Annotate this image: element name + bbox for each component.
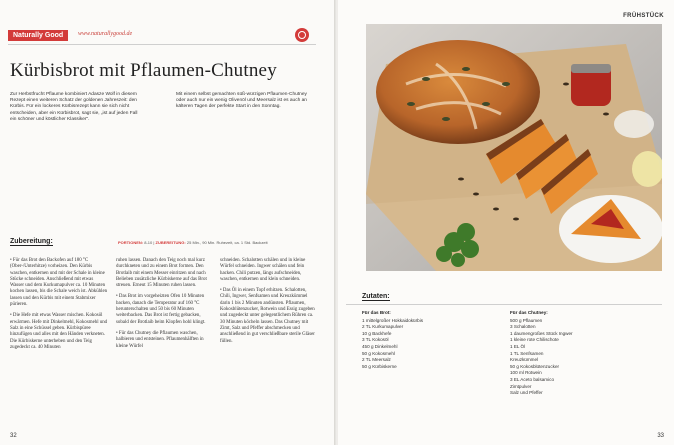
ingredient-item: 50 g Kokosblütenzucker	[510, 363, 560, 369]
step-paragraph: • Das Öl in einem Topf erhitzen. Schalotten, Chili, Ingwer, Senfsamen und Kreuzkümmel darin 1 bis 2 Minuten andünsten. Pflaumen, Kokosblütenzucker, Rotwein und Essig zugeben und zugedeckt unter gelegentlichem Rühren ca. 30 Minuten köcheln lassen. Das Chutney mit Zimt, Salz und Pfeffer abschmecken und anschließend in gut verschließbare sterile Gläser füllen.	[220, 288, 315, 344]
ingredient-item: 50 g Kürbiskerne	[362, 363, 397, 369]
ingredient-item: Salz und Pfeffer	[510, 390, 543, 396]
intro-paragraph-2: Mit einem selbst gemachten süß-würzigen Pflaumen-Chutney oder auch nur ein wenig Olivenöl und Meersalz ist es auch an kälteren Tagen der perfekte Start in den Sonntag.	[176, 92, 307, 110]
step-paragraph: ruhen lassen. Danach den Teig noch mal kurz durchkneten und zu einem Brot formen. Den Brotlaib mit einem Messer einritzen und nach Belieben zusätzliche Kürbiskerne auf das Brot streuen. Erneut 15 Minuten ruhen lassen.	[116, 258, 207, 289]
ingredient-item: 10 g Backhefe	[362, 330, 392, 336]
ingredient-item: Kreuzkümmel	[510, 357, 539, 363]
header-rule	[8, 44, 316, 45]
portions-label: PORTIONEN:	[118, 240, 144, 245]
ingredient-item: 1 kleine rote Chilischote	[510, 337, 559, 343]
ingredients-rule	[346, 304, 662, 305]
step-paragraph: • Das Brot im vorgeheizten Ofen 10 Minuten backen, danach die Temperatur auf 160 °C herunterschalten und 50 bis 60 Minuten weiterbacken. Das Brot ist fertig gebacken, sobald der Brotlaib beim Klopfen hohl klingt.	[116, 294, 206, 325]
ingredient-item: 2 TL Meersalz	[362, 357, 391, 363]
bread-photo-illustration	[366, 24, 662, 271]
ingredients-heading: Zutaten:	[362, 293, 390, 300]
steps-column-1	[10, 258, 108, 356]
ingredient-item: 3 EL Aceto balsamico	[510, 376, 555, 382]
step-paragraph: • Für das Chutney die Pflaumen waschen, halbieren und entsteinen. Pflaumenhälften in kleine Würfel	[116, 330, 204, 349]
portions-line	[118, 240, 268, 245]
ingredient-item: 1 daumengroßes Stück Ingwer	[510, 330, 573, 336]
time-label: ZUBEREITUNG:	[155, 240, 186, 245]
steps-column-2	[116, 258, 214, 355]
ingredient-item: 500 g Pflaumen	[510, 317, 543, 323]
page-number-right: 33	[657, 433, 664, 439]
step-paragraph: • Für das Brot den Backofen auf 180 °C (Ober-/Unterhitze) vorheizen. Den Kürbis waschen, entkernen und mit der Schale in kleine Stücke schneiden. Anschließend mit etwas Wasser und dem Kurkumapulver ca. 10 Minuten kochen lassen, bis die Schale weich ist. Abkühlen lassen und den Kürbis mit einem Stabmixer pürieren.	[10, 258, 108, 308]
ingredient-item: 1 TL Senfsamen	[510, 350, 544, 356]
ingredients-chutney	[510, 310, 645, 397]
section-kicker: FRÜHSTÜCK	[623, 13, 664, 19]
ingredient-item: 100 ml Rotwein	[510, 370, 542, 376]
right-page	[338, 0, 674, 445]
steps-column-3	[220, 258, 318, 350]
bread-heading: Für das Brot:	[362, 310, 391, 315]
left-page	[0, 0, 336, 445]
ingredient-item: 3 TL Kokosöl	[362, 337, 389, 343]
chutney-heading: Für das Chutney:	[510, 310, 548, 315]
recipe-photo	[366, 24, 662, 271]
ingredient-item: 450 g Dinkelmehl	[362, 343, 398, 349]
recipe-title: Kürbisbrot mit Pflaumen-Chutney	[10, 60, 277, 81]
intro-paragraph-1: Zur Herbstfrucht Pflaume kombiniert Adasze Wolf in diesem Rezept einen weiteren Schatz der goldenen Jahreszeit: den Kürbis. Für ein lockeres Kürbisrezept kann sie sich nicht entscheiden, aber ein Kürbisbrot, sagt sie, „ist auf jeden Fall ein schöner und köstlicher Klassiker“.	[10, 92, 138, 122]
ingredient-item: 50 g Kokosmehl	[362, 350, 395, 356]
page-number-left: 32	[10, 433, 17, 439]
ingredient-item: 1 mittelgroßer Hokkaidokürbis	[362, 317, 424, 323]
ingredient-item: 3 Schalotten	[510, 324, 536, 330]
ingredients-bread	[362, 310, 497, 370]
time-value: 25 Min., 90 Min. Ruhezeit, ca. 1 Std. Backzeit	[186, 240, 268, 245]
ingredient-item: 2 TL Kurkumapulver	[362, 324, 404, 330]
brand-seal-icon	[295, 28, 309, 42]
ingredient-item: Zimtpulver	[510, 383, 532, 389]
step-paragraph: schneiden. Schalotten schälen und in kleine Würfel schneiden. Ingwer schälen und fein hacken. Chili putzen, längs aufschneiden, waschen, entkernen und klein schneiden.	[220, 258, 306, 282]
ingredient-item: 1 EL Öl	[510, 343, 526, 349]
prep-heading: Zubereitung:	[10, 238, 53, 245]
brand-tag: Naturally Good	[8, 30, 68, 41]
step-paragraph: • Die Hefe mit etwas Wasser mischen. Kokosöl erwärmen. Hefe mit Dinkelmehl, Kokosmehl und Salz in eine Schüssel geben. Kürbispüree hinzufügen und alles mit den Händen verkneten. Die Kürbiskerne unterheben und den Teig zugedeckt ca. 40 Minuten	[10, 313, 108, 350]
brand-url: www.naturallygood.de	[78, 31, 133, 37]
portions-value: 8-10 |	[144, 240, 155, 245]
